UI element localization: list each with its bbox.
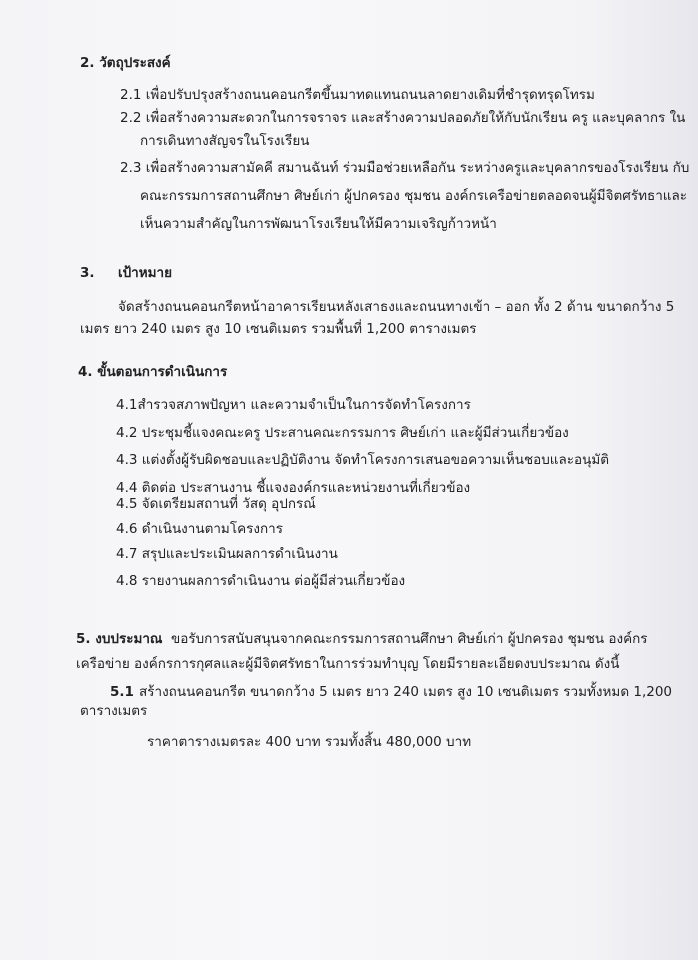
target-line-2: เมตร ยาว 240 เมตร สูง 10 เซนติเมตร รวมพื้นที่ 1,200 ตารางเมตร bbox=[80, 321, 477, 337]
step-item-8: 4.8 รายงานผลการดำเนินงาน ต่อผู้มีส่วนเกี่ยวข้อง bbox=[116, 573, 406, 589]
target-number: 3. bbox=[80, 265, 95, 281]
objective-item-3-line-1: 2.3 เพื่อสร้างความสามัคคี สมานฉันท์ ร่วมมือช่วยเหลือกัน ระหว่างครูและบุคลากรของโรงเรียน กับ bbox=[120, 160, 690, 176]
objective-item-2-line-1: 2.2 เพื่อสร้างความสะดวกในการจราจร และสร้างความปลอดภัยให้กับนักเรียน ครู และบุคลากร ใน bbox=[120, 110, 686, 126]
objectives-heading: 2. วัตถุประสงค์ bbox=[80, 55, 171, 71]
objective-item-3-line-3: เห็นความสำคัญในการพัฒนาโรงเรียนให้มีความเจริญก้าวหน้า bbox=[140, 216, 497, 232]
step-item-1: 4.1สำรวจสภาพปัญหา และความจำเป็นในการจัดทำโครงการ bbox=[116, 397, 471, 413]
target-heading: เป้าหมาย bbox=[118, 265, 173, 281]
step-item-7: 4.7 สรุปและประเมินผลการดำเนินงาน bbox=[116, 546, 338, 562]
budget-price-line: ราคาตารางเมตรละ 400 บาท รวมทั้งสิ้น 480,000 บาท bbox=[147, 734, 472, 750]
budget-line-1: ขอรับการสนับสนุนจากคณะกรรมการสถานศึกษา ศิษย์เก่า ผู้ปกครอง ชุมชน องค์กร bbox=[171, 631, 648, 647]
budget-line-2: เครือข่าย องค์กรการกุศลและผู้มีจิตศรัทธาในการร่วมทำบุญ โดยมีรายละเอียดงบประมาณ ดังนี้ bbox=[76, 656, 620, 672]
objective-item-2-line-2: การเดินทางสัญจรในโรงเรียน bbox=[140, 133, 310, 149]
budget-heading: 5. งบประมาณ bbox=[76, 631, 163, 647]
steps-heading: 4. ขั้นตอนการดำเนินการ bbox=[78, 364, 228, 380]
budget-item-line-2: ตารางเมตร bbox=[80, 703, 148, 719]
step-item-4: 4.4 ติดต่อ ประสานงาน ชี้แจงองค์กรและหน่วยงานที่เกี่ยวข้อง bbox=[116, 480, 471, 496]
budget-item-number: 5.1 bbox=[110, 684, 134, 700]
step-item-6: 4.6 ดำเนินงานตามโครงการ bbox=[116, 521, 283, 537]
budget-item-line-1: สร้างถนนคอนกรีต ขนาดกว้าง 5 เมตร ยาว 240 เมตร สูง 10 เซนติเมตร รวมทั้งหมด 1,200 bbox=[139, 684, 673, 700]
target-line-1: จัดสร้างถนนคอนกรีตหน้าอาคารเรียนหลังเสาธงและถนนทางเข้า – ออก ทั้ง 2 ด้าน ขนาดกว้าง 5 bbox=[118, 299, 675, 315]
objective-item-1: 2.1 เพื่อปรับปรุงสร้างถนนคอนกรีตขึ้นมาทดแทนถนนลาดยางเดิมที่ชำรุดทรุดโทรม bbox=[120, 87, 595, 103]
step-item-5: 4.5 จัดเตรียมสถานที่ วัสดุ อุปกรณ์ bbox=[116, 496, 316, 512]
objective-item-3-line-2: คณะกรรมการสถานศึกษา ศิษย์เก่า ผู้ปกครอง ชุมชน องค์กรเครือข่ายตลอดจนผู้มีจิตศรัทธาและ bbox=[140, 188, 688, 204]
step-item-2: 4.2 ประชุมชี้แจงคณะครู ประสานคณะกรรมการ ศิษย์เก่า และผู้มีส่วนเกี่ยวข้อง bbox=[116, 425, 569, 441]
step-item-3: 4.3 แต่งตั้งผู้รับผิดชอบและปฏิบัติงาน จัดทำโครงการเสนอขอความเห็นชอบและอนุมัติ bbox=[116, 452, 610, 468]
